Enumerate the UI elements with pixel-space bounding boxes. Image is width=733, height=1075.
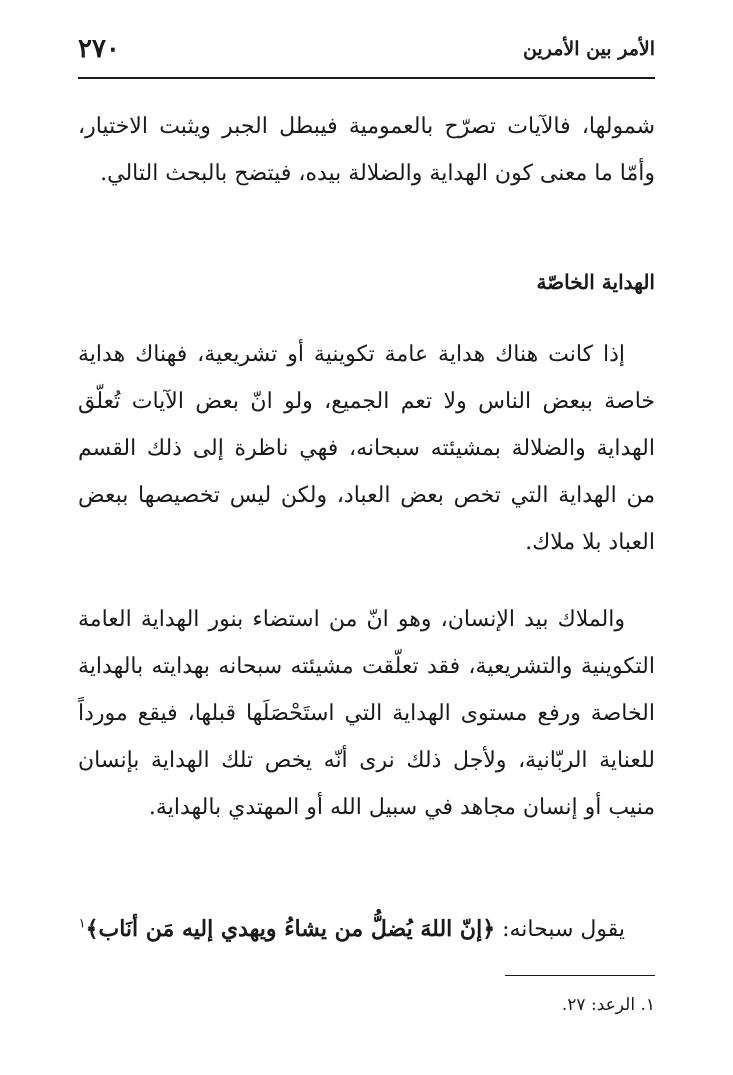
page-number: ٢٧٠	[78, 34, 120, 64]
section-heading: الهداية الخاصّة	[536, 270, 655, 294]
quranic-verse: ﴿إنّ اللهَ يُضلُّ من يشاءُ ويهدي إليه مَن أنَاب﴾	[85, 916, 496, 942]
footnote-divider	[505, 975, 655, 976]
paragraph-4	[78, 906, 655, 953]
footnote-marker: ١	[78, 916, 86, 932]
header-divider	[78, 77, 655, 79]
page-header	[78, 30, 655, 74]
running-title: الأمر بين الأمرين	[522, 38, 655, 60]
paragraph-3: والملاك بيد الإنسان، وهو انّ من استضاء بنور الهداية العامة التكوينية والتشريعية، فقد تعلّقت مشيئته سبحانه بهدايته بالهداية الخاصة ورفع مستوى الهداية التي استَحْصَلَها قبلها، فيقع مورداً للعناية الربّانية، ولأجل ذلك نرى أنّه يخص تلك الهداية بإنسان منيب أو إنسان مجاهد في سبيل الله أو المهتدي بالهداية.	[78, 607, 655, 820]
paragraph-1: شمولها، فالآيات تصرّح بالعمومية فيبطل الجبر ويثبت الاختيار، وأمّا ما معنى كون الهداية والضلالة بيده، فيتضح بالبحث التالي.	[78, 114, 655, 186]
quote-intro: يقول سبحانه:	[495, 917, 625, 942]
paragraph-2: إذا كانت هناك هداية عامة تكوينية أو تشريعية، فهناك هداية خاصة ببعض الناس ولا تعم الجميع، ولو انّ بعض الآيات تُعلّق الهداية والضلالة بمشيئته سبحانه، فهي ناظرة إلى ذلك القسم من الهداية التي تخص بعض العباد، ولكن ليس تخصيصها ببعض العباد بلا ملاك.	[78, 342, 655, 555]
footnote: ١. الرعد: ٢٧.	[561, 995, 655, 1015]
